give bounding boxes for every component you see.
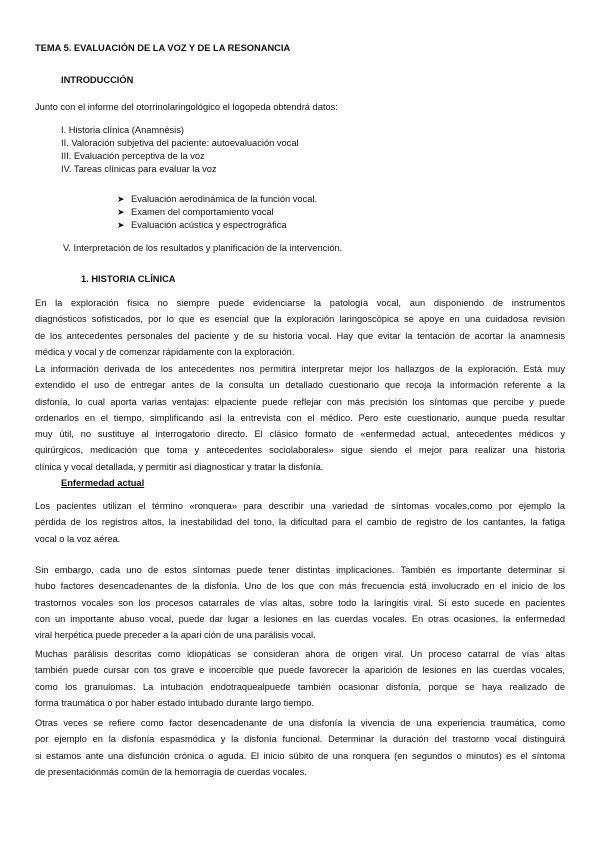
text-line: pérdida de los registros altos, la inestabilidad del tono, la dificultad para el cambio de registro de los cantantes, la fatiga (35, 517, 565, 528)
arrow-bullet-icon: ➤ (117, 220, 125, 230)
text-line: vocal o la voz aérea. (35, 533, 121, 544)
paragraph-4 (35, 562, 565, 643)
text-line: ordenarlos en el tiempo, simplificando así la entrevista con el médico. Pero este cuestionario, aunque pueda resultar (35, 412, 565, 423)
intro-text: Junto con el informe del otorrinolaringológico el logopeda obtendrá datos: (35, 102, 338, 112)
text-line: trastornos vocales son los procesos catarrales de vías altas, sobre todo la laringitis viral. Si esto sucede en pacientes (35, 597, 565, 608)
text-line: Los pacientes utilizan el término «ronquera» para describir una variedad de síntomas vocales,como por ejemplo la (35, 501, 565, 511)
text-line: también puede cursar con tos grave e incoercible que puede favorecer la aparición de lesiones en las cuerdas vocales, (35, 665, 565, 676)
sublist-item-label: Examen del comportamiento vocal (131, 207, 274, 217)
text-line: por ejemplo en la disfonía espasmódica y la disfonía funcional. Determinar la duración del trastorno vocal distinguirá (35, 734, 565, 745)
section-heading: 1. HISTORIA CLÍNICA (81, 274, 176, 284)
text-line: quirúrgicos, medicación que toma y antecedentes sociolaborales» sigue siendo el mejor para realizar una historia (35, 445, 565, 456)
list-item: I. Historia clínica (Anamnésis) (61, 125, 184, 135)
arrow-bullet-icon: ➤ (117, 207, 125, 217)
text-line: La información derivada de los antecedentes nos permitirá interpretar mejor los hallazgos de la exploración. Está muy (35, 364, 565, 374)
paragraph-1 (35, 295, 565, 360)
paragraph-3 (35, 498, 565, 547)
text-line: de presentaciónmás común de la hemorragia de cuerdas vocales. (35, 766, 307, 777)
text-line: de los antecedentes personales del paciente y de su historia vocal. Hay que evitar la tentación de acortar la anamnesis (35, 330, 565, 341)
text-line: con un importante abuso vocal, puede dar lugar a lesiones en las cuerdas vocales. En otras ocasiones, la enfermedad (35, 613, 565, 624)
text-line: hubo factores desencadenantes de la disfonía. Uno de los que con más frecuencia está involucrado en el inicio de los (35, 581, 565, 592)
document-title: TEMA 5. EVALUACIÓN DE LA VOZ Y DE LA RESONANCIA (35, 43, 291, 53)
sublist-item-label: Evaluación aerodinámica de la función vocal. (131, 194, 318, 204)
text-line: extendido el uso de entregar antes de la consulta un detallado cuestionario que recoja la información referente a la (35, 380, 565, 391)
text-line: si estamos ante una disfunción crónica o aguda. El inicio súbito de una ronquera (en segundos o minutos) es el síntoma (35, 750, 565, 761)
text-line: En la exploración física no siempre puede evidenciarse la patología vocal, aun disponiendo de instrumentos (35, 298, 565, 308)
text-line: como los granulomas. La intubación endotraquealpuede también ocasionar disfonía, porque se haya realizado de (35, 681, 565, 692)
text-line: muy útil, no sustituye al interrogatorio directo. El clásico formato de «enfermedad actual, antecedentes médicos y (35, 429, 565, 440)
text-line: Otras veces se refiere como factor desencadenante de una disfonía la vivencia de una experiencia traumática, como (35, 718, 565, 728)
sublist-item-label: Evaluación acústica y espectrográfica (131, 220, 287, 230)
list-item: V. Interpretación de los resultados y planificación de la intervención. (63, 243, 343, 253)
text-line: disfonía, lo cual aporta varias ventajas: elpaciente puede reflejar con más precisión los síntomas que percibe y puede (35, 396, 565, 407)
text-line: Muchas parálisis descritas como idiopáticas se consideran ahora de origen viral. Un proceso catarral de vías altas (35, 649, 565, 659)
subheading: Enfermedad actual (61, 478, 145, 488)
list-item: III. Evaluación perceptiva de la voz (61, 151, 205, 161)
text-line: Sin embargo, cada uno de estos síntomas puede tener distintas implicaciones. También es importante determinar si (35, 565, 565, 575)
text-line: forma traumática o por haber estado intubado durante largo tiempo. (35, 697, 315, 708)
intro-heading: INTRODUCCIÓN (61, 75, 134, 85)
list-item: II. Valoración subjetiva del paciente: autoevaluación vocal (61, 138, 299, 148)
paragraph-6 (35, 715, 565, 780)
sublist-item (117, 206, 274, 218)
arrow-bullet-icon: ➤ (117, 194, 125, 204)
paragraph-5 (35, 646, 565, 711)
sublist-item (117, 193, 317, 205)
paragraph-2 (35, 361, 565, 475)
list-item: IV. Tareas clínicas para evaluar la voz (61, 164, 217, 174)
text-line: clínica y vocal detallada, y permitir así diagnosticar y tratar la disfonía. (35, 461, 324, 472)
text-line: médica y vocal y de comenzar rápidamente con la exploración. (35, 346, 295, 357)
text-line: diagnósticos sofisticados, por lo que es esencial que la exploración laringoscópica se apoye en una cuidadosa revisión (35, 314, 565, 325)
text-line: viral herpética puede preceder a la apari ción de una parálisis vocal. (35, 630, 316, 641)
sublist-item (117, 219, 287, 231)
